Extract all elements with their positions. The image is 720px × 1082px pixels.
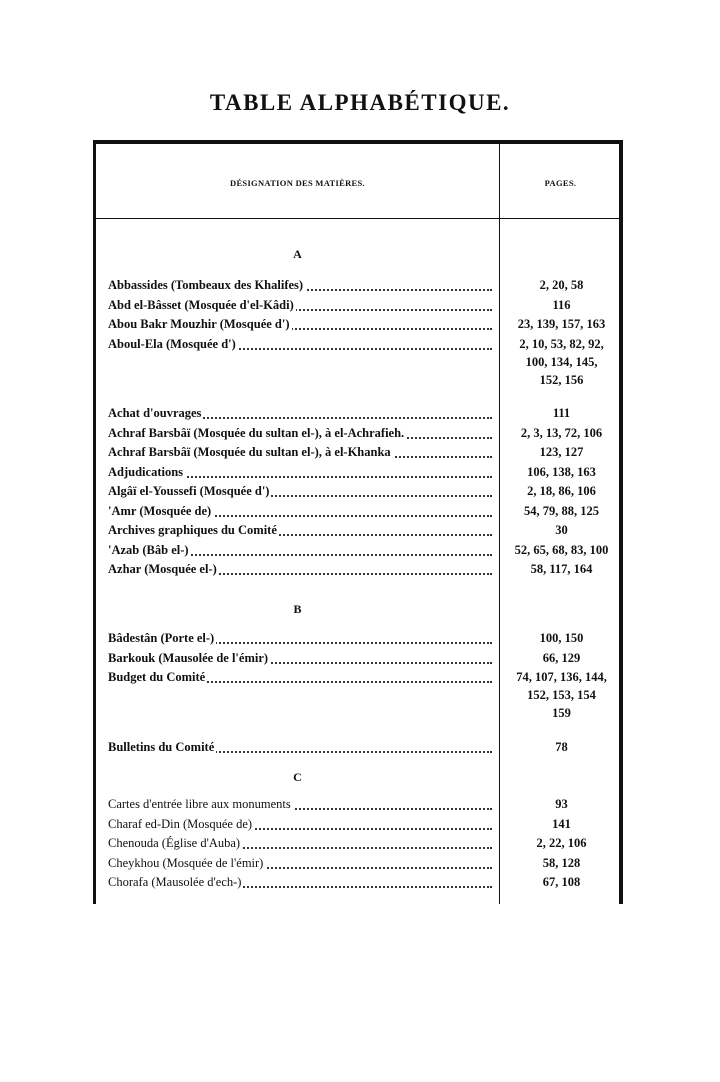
entry-label: Cheykhou (Mosquée de l'émir): [108, 855, 264, 870]
entry-pages: [501, 834, 622, 852]
entry-pages: [501, 629, 622, 647]
page-numbers-line: 2, 20, 58: [539, 278, 584, 292]
entry-label: Abbassides (Tombeaux des Khalifes): [108, 278, 304, 292]
page-numbers-line: 2, 10, 53, 82, 92,: [519, 336, 604, 351]
entry-pages: [501, 424, 622, 442]
page-numbers-line: 67, 108: [542, 875, 581, 889]
column-divider: [499, 144, 500, 904]
entry-pages: [501, 541, 622, 559]
entry-pages: [501, 738, 622, 756]
section-letter-c: C: [293, 770, 302, 784]
entry-label: Azhar (Mosquée el-): [108, 562, 217, 576]
page-numbers-line: 152, 156: [539, 372, 584, 387]
page-numbers-line: 30: [555, 523, 568, 537]
page-numbers-line: 100, 150: [539, 631, 584, 645]
entry-label: Bulletins du Comité: [108, 739, 215, 754]
section-letter-b: B: [293, 602, 302, 616]
section-letter-a: A: [293, 247, 302, 261]
entry-pages: [501, 854, 622, 872]
entry-pages: [501, 404, 622, 422]
entry-pages: [501, 463, 622, 481]
entry-label: Abou Bakr Mouzhir (Mosquée d'): [108, 317, 290, 331]
page-numbers-line: 23, 139, 157, 163: [517, 317, 606, 331]
entry-pages: [501, 521, 622, 539]
index-table: [93, 140, 623, 904]
entry-label: Barkouk (Mausolée de l'émir): [108, 650, 269, 665]
entry-label: Budget du Comité: [108, 670, 206, 684]
entry-pages: [501, 502, 622, 520]
entry-label: Chorafa (Mausolée d'ech-): [108, 875, 242, 889]
entry-pages: [501, 276, 622, 294]
entry-pages: [501, 482, 622, 500]
entry-label: Cartes d'entrée libre aux monuments: [108, 797, 291, 811]
entry-label: Algâï el-Youssefi (Mosquée d'): [108, 484, 270, 498]
page-numbers-line: 66, 129: [542, 650, 581, 665]
entry-pages: [501, 815, 622, 833]
entry-label: 'Amr (Mosquée de): [108, 503, 212, 518]
entry-label: Achraf Barsbâï (Mosquée du sultan el-), à el-Achrafieh.: [108, 425, 405, 440]
entry-pages: [501, 795, 622, 813]
page-numbers-line: 58, 128: [542, 855, 581, 870]
entry-pages: [501, 296, 622, 314]
page-numbers-line: 54, 79, 88, 125: [524, 503, 599, 518]
entry-label: 'Azab (Bâb el-): [108, 542, 189, 557]
entry-label: Aboul-Ela (Mosquée d'): [108, 336, 236, 351]
entry-label: Bâdestân (Porte el-): [108, 631, 215, 645]
entry-pages: [501, 649, 622, 667]
page-numbers-line: 93: [555, 797, 568, 811]
page-numbers-line: 111: [552, 406, 571, 420]
entry-label: Chenouda (Église d'Auba): [108, 836, 241, 850]
page-numbers-line: 2, 3, 13, 72, 106: [520, 425, 603, 440]
entry-label: Achat d'ouvrages: [108, 406, 202, 420]
header-pages: PAGES.: [544, 178, 577, 188]
page-numbers-line: 116: [552, 297, 571, 312]
entry-pages: [501, 873, 622, 891]
entry-label: Archives graphiques du Comité: [108, 523, 277, 537]
page-numbers-line: 141: [552, 816, 571, 831]
page-numbers-line: 52, 65, 68, 83, 100: [514, 542, 609, 557]
entry-pages: [501, 335, 622, 389]
entry-label: Abd el-Bâsset (Mosquée d'el-Kâdi): [108, 297, 294, 312]
page-numbers-line: 159: [552, 706, 571, 720]
header-designation: DÉSIGNATION DES MATIÈRES.: [230, 178, 365, 188]
entry-label: Adjudications: [108, 464, 184, 479]
entry-label: Achraf Barsbâï (Mosquée du sultan el-), à el-Khanka: [108, 445, 391, 459]
page-title: TABLE ALPHABÉTIQUE.: [209, 90, 511, 115]
page-numbers-line: 152, 153, 154: [527, 688, 596, 702]
page-numbers-line: 106, 138, 163: [527, 464, 596, 479]
entry-pages: [501, 315, 622, 333]
page-numbers-line: 2, 22, 106: [536, 836, 587, 850]
page-numbers-line: 58, 117, 164: [530, 562, 593, 576]
header-rule: [96, 218, 619, 219]
page-numbers-line: 2, 18, 86, 106: [527, 484, 596, 498]
page-numbers-line: 78: [555, 739, 568, 754]
entry-label: Charaf ed-Din (Mosquée de): [108, 816, 253, 831]
entry-pages: [501, 560, 622, 578]
page-numbers-line: 100, 134, 145,: [525, 354, 598, 369]
page-numbers-line: 123, 127: [539, 445, 584, 459]
entry-pages: [501, 668, 622, 722]
page-numbers-line: 74, 107, 136, 144,: [516, 670, 607, 684]
entry-pages: [501, 443, 622, 461]
